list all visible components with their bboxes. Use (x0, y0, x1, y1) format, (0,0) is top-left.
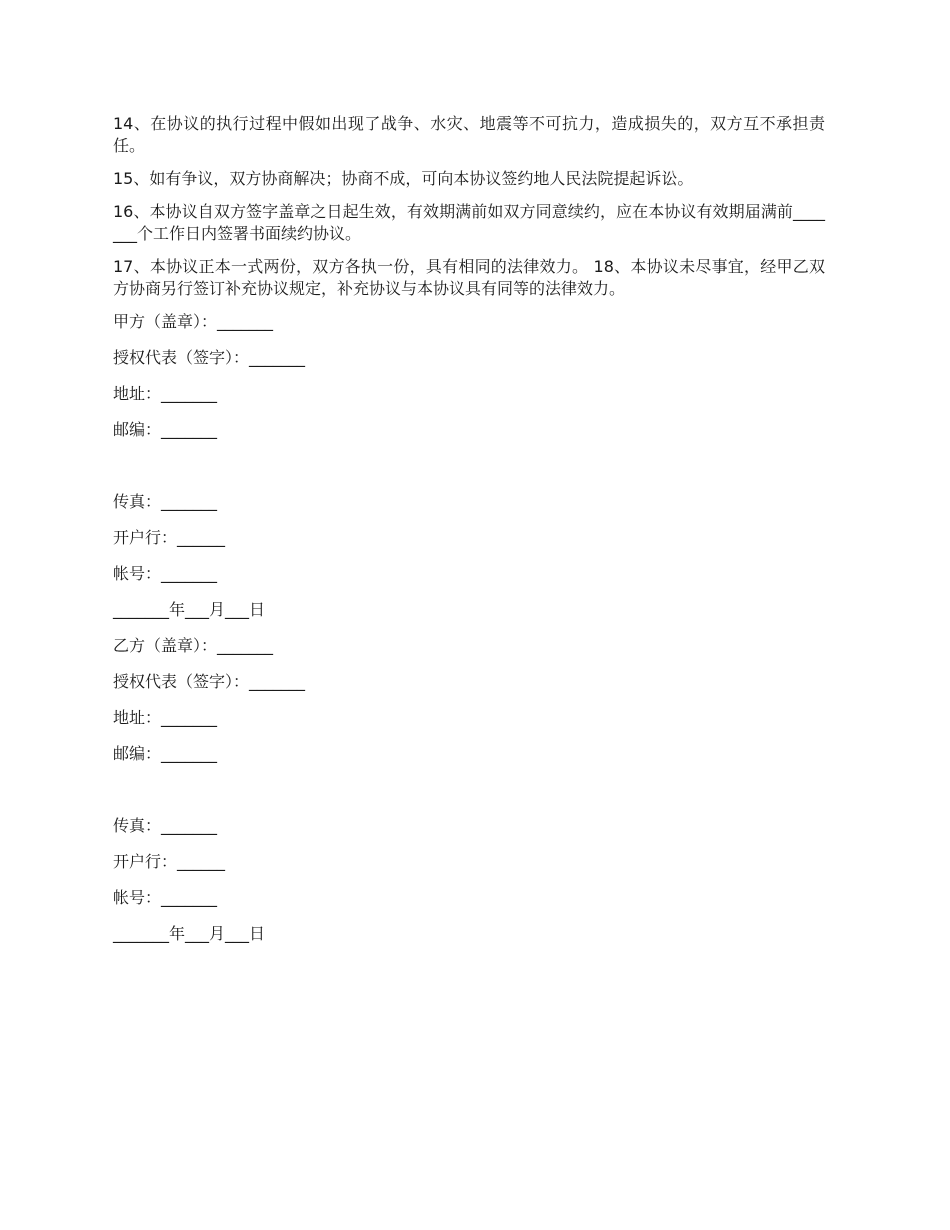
party-a-address: 地址：_______ (113, 384, 218, 403)
clause-17-18: 17、本协议正本一式两份，双方各执一份，具有相同的法律效力。 18、本协议未尽事宜，经甲乙双方协商另行签订补充协议规定，补充协议与本协议具有同等的法律效力。 (113, 257, 825, 298)
party-a-signature-block (113, 311, 825, 635)
party-b-signature-block (113, 635, 825, 959)
party-b-seal: 乙方（盖章）：_______ (113, 636, 274, 655)
clause-14: 14、在协议的执行过程中假如出现了战争、水灾、地震等不可抗力，造成损失的，双方互不承担责任。 (113, 114, 825, 155)
party-a-date: _______年___月___日 (113, 600, 266, 619)
party-b-representative: 授权代表（签字）：_______ (113, 672, 306, 691)
clause-15: 15、如有争议，双方协商解决；协商不成，可向本协议签约地人民法院提起诉讼。 (113, 169, 694, 188)
party-b-fax: 传真：_______ (113, 816, 218, 835)
party-b-account: 帐号：_______ (113, 888, 218, 907)
spacer (113, 455, 825, 491)
spacer (113, 779, 825, 815)
party-a-representative: 授权代表（签字）：_______ (113, 348, 306, 367)
party-b-address: 地址：_______ (113, 708, 218, 727)
clause-16: 16、本协议自双方签字盖章之日起生效，有效期满前如双方同意续约，应在本协议有效期届满前_______个工作日内签署书面续约协议。 (113, 202, 825, 243)
document-body (113, 113, 825, 959)
party-a-account: 帐号：_______ (113, 564, 218, 583)
party-b-bank: 开户行：______ (113, 852, 226, 871)
party-a-seal: 甲方（盖章）：_______ (113, 312, 274, 331)
party-a-postcode: 邮编：_______ (113, 420, 218, 439)
party-a-fax: 传真：_______ (113, 492, 218, 511)
party-b-date: _______年___月___日 (113, 924, 266, 943)
party-b-postcode: 邮编：_______ (113, 744, 218, 763)
party-a-bank: 开户行：______ (113, 528, 226, 547)
